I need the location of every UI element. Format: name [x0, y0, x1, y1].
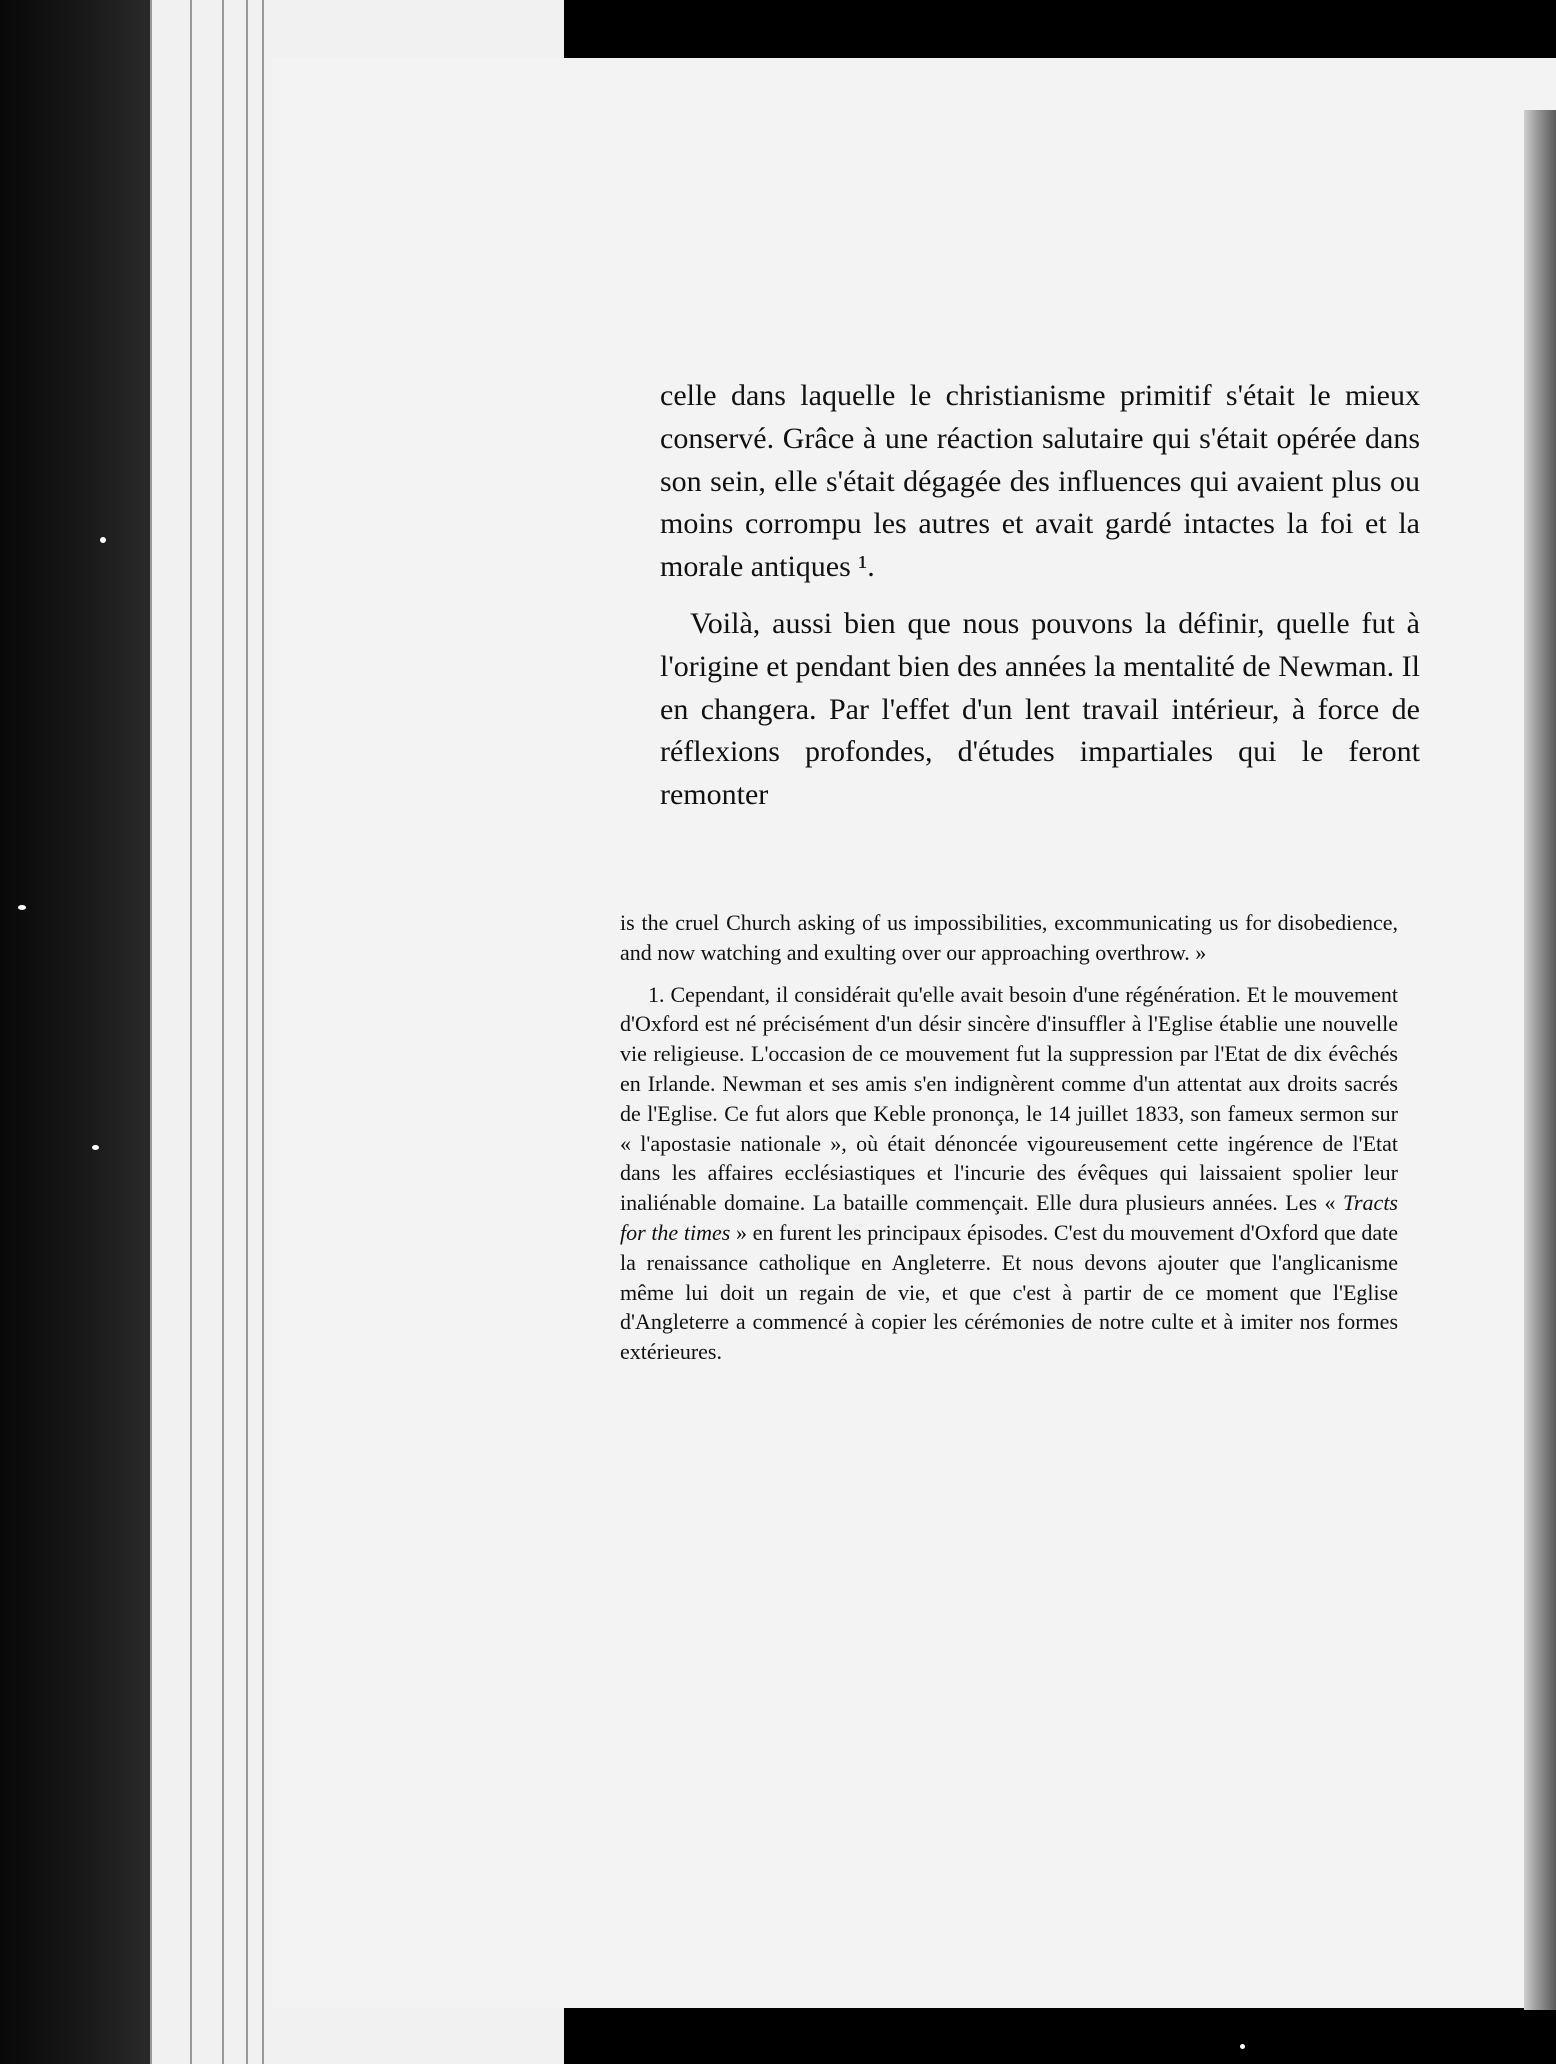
scan-speck [1240, 2044, 1245, 2049]
footnote-continued: is the cruel Church asking of us impossibilities, excommunicating us for disobedience, and now watching and exulting over our approaching overthrow. » [620, 910, 1398, 965]
body-paragraph: Voilà, aussi bien que nous pouvons la définir, quelle fut à l'origine et pendant bien des années la mentalité de Newman. Il en changera. Par l'effet d'un lent travail intérieur, à force de réflexions profondes, d'études impartiales qui le feront remonter [660, 606, 1420, 812]
scan-dark-margin [0, 0, 150, 2064]
page-binding-edge [1524, 110, 1556, 2010]
footnotes [620, 908, 1398, 1367]
footnote-text: 1. Cependant, il considérait qu'elle avait besoin d'une régénération. Et le mouvement d'Oxford est né précisément d'un désir sincère d'insuffler à l'Eglise établie une nouvelle vie religieuse. L'occasion de ce mouvement fut la suppression par l'Etat de dix évêchés en Irlande. Newman et ses amis s'en indignèrent comme d'un attentat aux droits sacrés de l'Eglise. Ce fut alors que Keble prononça, le 14 juillet 1833, son fameux sermon sur « l'apostasie nationale », où était dénoncée vigoureusement cette ingérence de l'Etat dans les affaires ecclésiastiques et l'incurie des évêques qui laissaient spolier leur inaliénable domaine. La bataille commençait. Elle dura plusieurs années. Les « [620, 981, 1398, 1216]
main-text [660, 375, 1420, 817]
footnote-text: » en furent les principaux épisodes. C'est du mouvement d'Oxford que date la renaissance catholique en Angleterre. Et nous devons ajouter que l'anglicanisme même lui doit un regain de vie, et que c'est à partir de ce moment que l'Eglise d'Angleterre a commencé à copier les cérémonies de notre culte et à imiter nos formes extérieures. [620, 1219, 1398, 1365]
scan-speck [18, 905, 26, 910]
footnote-1 [620, 980, 1398, 1367]
body-paragraph: celle dans laquelle le christianisme primitif s'était le mieux conservé. Grâce à une réaction salutaire qui s'était opérée dans son sein, elle s'était dégagée des influences qui avaient plus ou moins corrompu les autres et avait gardé intactes la foi et la morale antiques ¹. [660, 379, 1420, 584]
scan-speck [92, 1145, 99, 1150]
scan-speck [100, 537, 106, 543]
tract-title: Tracts for the times [620, 1190, 1398, 1245]
